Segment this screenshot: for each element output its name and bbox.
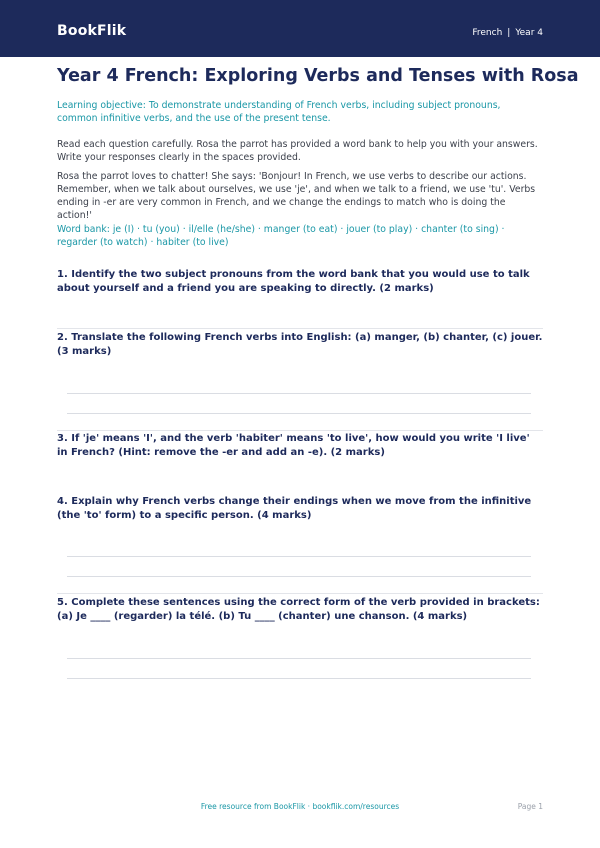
answer-line[interactable] [67, 576, 531, 577]
breadcrumb-separator: | [507, 28, 511, 38]
question-1: 1. Identify the two subject pronouns from the word bank that you would use to talk about yourself and a friend you are speaking to directly. (2 marks) [57, 269, 530, 294]
question-divider [57, 430, 543, 431]
breadcrumb-subject: French [472, 28, 503, 38]
question-5: 5. Complete these sentences using the correct form of the verb provided in brackets: (a) Je ____ (regarder) la télé. (b) Tu ____ (chanter) une chanson. (4 marks) [57, 597, 540, 622]
page-header [0, 0, 600, 57]
question-4: 4. Explain why French verbs change their endings when we move from the infinitive (the 'to' form) to a specific person. (4 marks) [57, 496, 532, 521]
question-2: 2. Translate the following French verbs into English: (a) manger, (b) chanter, (c) jouer. (3 marks) [57, 332, 543, 357]
answer-line[interactable] [67, 678, 531, 679]
answer-line[interactable] [67, 658, 531, 659]
intro-paragraph: Rosa the parrot loves to chatter! She says: 'Bonjour! In French, we use verbs to describe our actions. Remember, when we talk about ourselves, we use 'je', and when we talk to a friend, we use 'tu'. Verbs ending in -er are very common in French, and we change the endings to match who is doing the action!' [57, 171, 536, 221]
brand-logo: BookFlik [57, 23, 127, 39]
question-divider [57, 593, 543, 594]
question-3: 3. If 'je' means 'I', and the verb 'habiter' means 'to live', how would you write 'I live' in French? (Hint: remove the -er and add an -e). (2 marks) [57, 433, 530, 458]
instructions: Read each question carefully. Rosa the parrot has provided a word bank to help you with your answers. Write your responses clearly in the spaces provided. [57, 139, 538, 163]
subject-breadcrumb [472, 28, 543, 38]
breadcrumb-year: Year 4 [515, 28, 543, 38]
worksheet-title: Year 4 French: Exploring Verbs and Tenses with Rosa [57, 66, 579, 86]
footer-credit[interactable]: Free resource from BookFlik · bookflik.com/resources [200, 802, 400, 811]
page-number: Page 1 [517, 802, 543, 811]
question-divider [57, 328, 543, 329]
answer-line[interactable] [67, 393, 531, 394]
answer-line[interactable] [67, 556, 531, 557]
word-bank: Word bank: je (I) · tu (you) · il/elle (he/she) · manger (to eat) · jouer (to play) · chanter (to sing) · regarder (to watch) · habiter (to live) [57, 224, 505, 248]
answer-line[interactable] [67, 413, 531, 414]
learning-objective: Learning objective: To demonstrate understanding of French verbs, including subject pronouns, common infinitive verbs, and the use of the present tense. [57, 100, 501, 124]
